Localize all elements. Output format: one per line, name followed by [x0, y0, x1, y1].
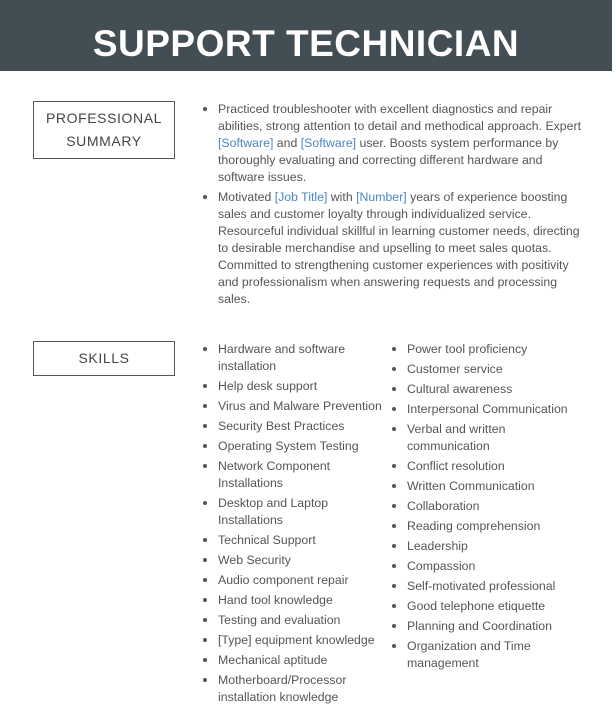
skill-item: Compassion	[389, 558, 589, 575]
skill-item: Power tool proficiency	[389, 341, 589, 358]
summary-item	[200, 101, 588, 186]
skill-item: Mechanical aptitude	[200, 652, 385, 669]
summary-text: Practiced troubleshooter with excellent diagnostics and repair abilities, strong attention to detail and methodical approach. Expert	[218, 102, 581, 133]
skills-list-left	[200, 341, 385, 709]
skill-item: Desktop and Laptop Installations	[200, 495, 385, 529]
skill-item: Organization and Time management	[389, 638, 589, 672]
skill-item: Customer service	[389, 361, 589, 378]
skill-item: Leadership	[389, 538, 589, 555]
placeholder-text: [Job Title]	[274, 190, 328, 204]
skill-item: Network Component Installations	[200, 458, 385, 492]
header-banner	[0, 0, 612, 71]
skill-item: Operating System Testing	[200, 438, 385, 455]
placeholder-text: [Software]	[300, 136, 357, 150]
skill-item: Verbal and written communication	[389, 421, 589, 455]
skill-item: Hand tool knowledge	[200, 592, 385, 609]
page-title: SUPPORT TECHNICIAN	[92, 23, 520, 64]
skill-item: Good telephone etiquette	[389, 598, 589, 615]
skill-item: Motherboard/Processor installation knowledge	[200, 672, 385, 706]
summary-list	[200, 101, 588, 311]
summary-text: with	[327, 190, 357, 204]
summary-text: Motivated	[218, 190, 275, 204]
summary-text: user. Boosts system performance by thoroughly evaluating and correcting different hardware and software issues.	[218, 136, 559, 184]
skill-item: Planning and Coordination	[389, 618, 589, 635]
section-label-skills: SKILLS	[33, 341, 175, 376]
section-label-professional-summary: PROFESSIONAL SUMMARY	[33, 101, 175, 159]
summary-text: and	[273, 136, 301, 150]
skill-item: Interpersonal Communication	[389, 401, 589, 418]
placeholder-text: [Software]	[218, 136, 274, 150]
skill-item: Collaboration	[389, 498, 589, 515]
skill-item: [Type] equipment knowledge	[200, 632, 385, 649]
skill-item: Reading comprehension	[389, 518, 589, 535]
skill-item: Security Best Practices	[200, 418, 385, 435]
placeholder-text: [Number]	[356, 190, 407, 204]
skill-item: Testing and evaluation	[200, 612, 385, 629]
skill-item: Conflict resolution	[389, 458, 589, 475]
skill-item: Virus and Malware Prevention	[200, 398, 385, 415]
skill-item: Web Security	[200, 552, 385, 569]
skill-item: Technical Support	[200, 532, 385, 549]
summary-item	[200, 189, 588, 308]
skill-item: Help desk support	[200, 378, 385, 395]
skill-item: Hardware and software installation	[200, 341, 385, 375]
skill-item: Written Communication	[389, 478, 589, 495]
skill-item: Cultural awareness	[389, 381, 589, 398]
summary-text: years of experience boosting sales and customer loyalty through individualized service. Resourceful individual skillful in learning customer needs, directing to desirable merchandise and upselling to meet sales quotas. Committed to strengthening customer experiences with positivity and professionalism when answering requests and processing sales.	[218, 190, 580, 306]
skills-list-right	[389, 341, 589, 675]
skill-item: Audio component repair	[200, 572, 385, 589]
skill-item: Self-motivated professional	[389, 578, 589, 595]
